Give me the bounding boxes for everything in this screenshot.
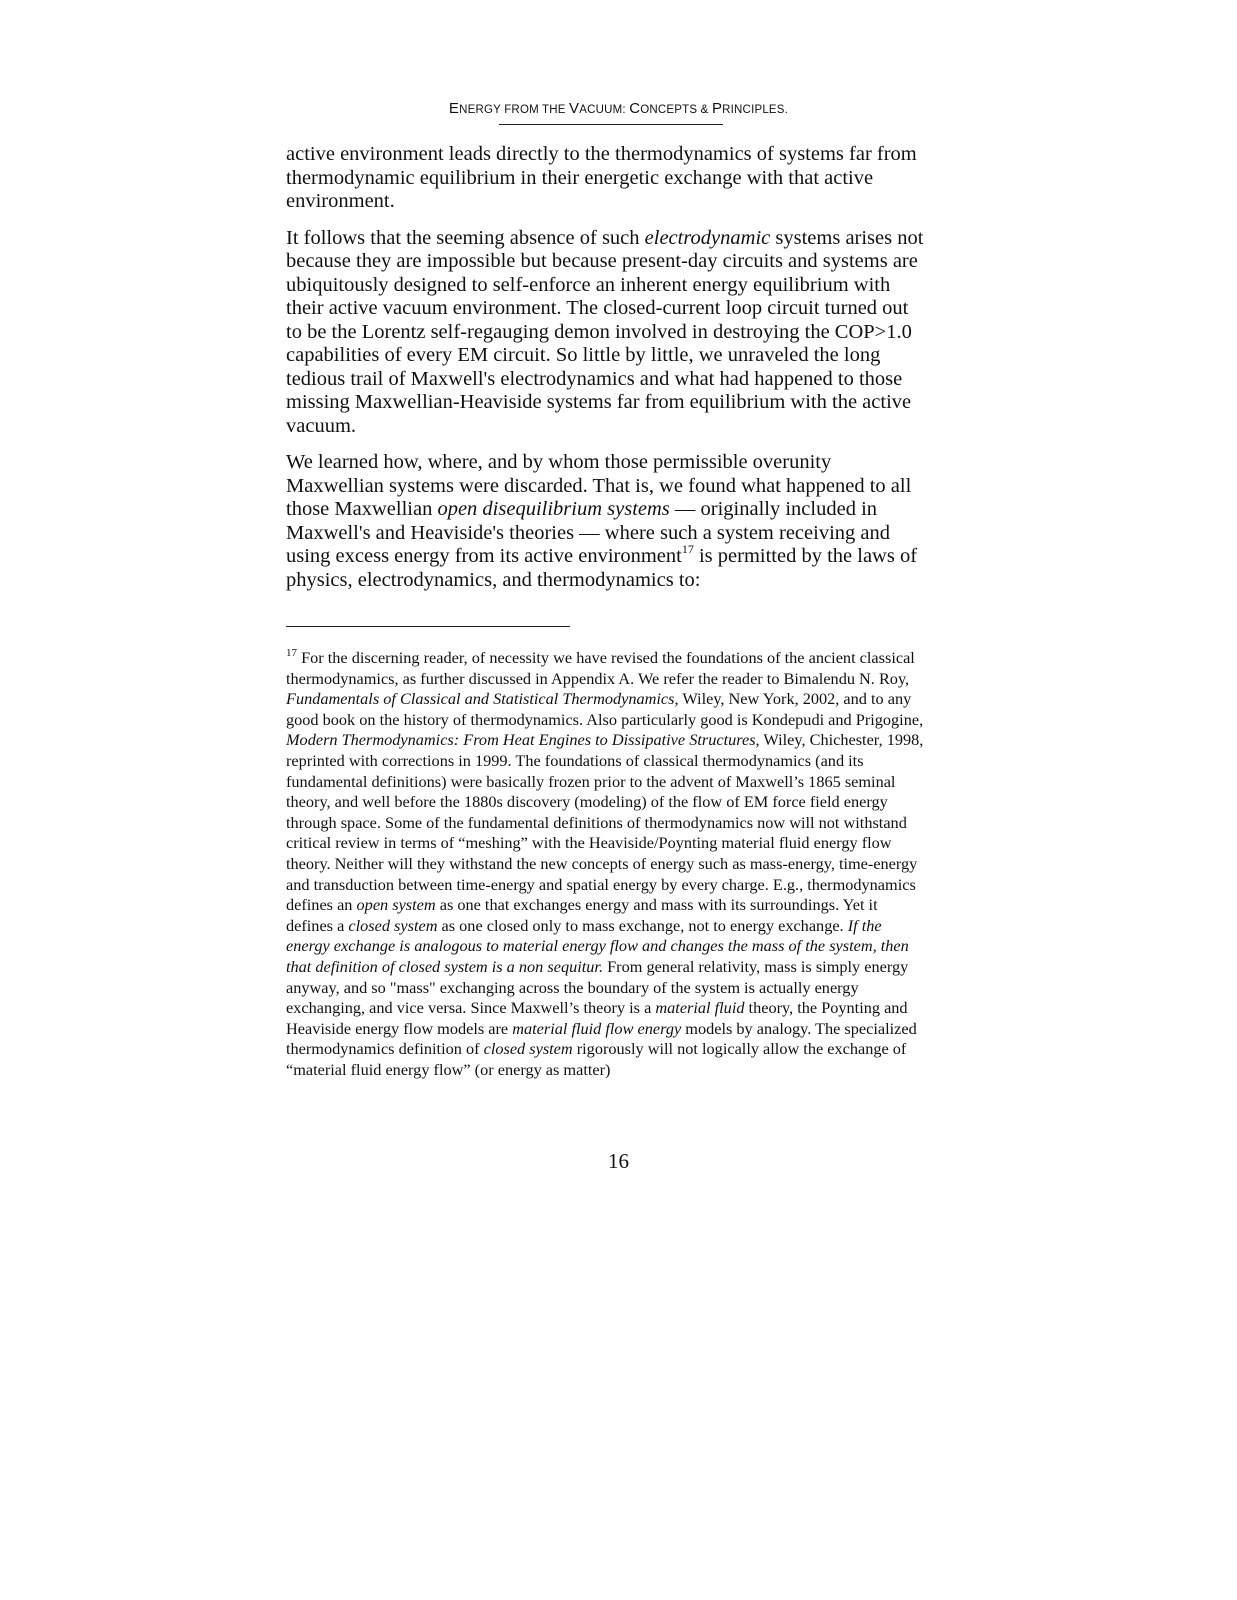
footnote-text: For the discerning reader, of necessity we have revised the foundations of the ancient classical thermodynamics, as further discussed in Appendix A. We refer the reader to Bimalendu N. Roy, [286, 648, 915, 688]
footnote-text: theory, the Poynting and Heaviside energy flow models are [286, 998, 908, 1038]
paragraph-text: active environment leads directly to the thermodynamics of systems far from thermodynamic equilibrium in their energetic exchange with that active environment. [286, 143, 917, 212]
header-text-part: P [711, 100, 723, 117]
body-text [286, 143, 928, 605]
footnote-italic: If the energy exchange is analogous to material energy flow and changes the mass of the system, then that definition of closed system is a non sequitur. [286, 915, 909, 976]
running-header [0, 100, 1237, 117]
footnote-italic: Fundamentals of Classical and Statistical Thermodynamics [286, 689, 675, 709]
footnote-italic: closed system [348, 915, 438, 935]
header-text-part: E [448, 100, 460, 117]
footnote-italic: Modern Thermodynamics: From Heat Engines to Dissipative Structures [286, 730, 756, 750]
footnote-italic: open system [356, 895, 436, 915]
header-text-part: ONCEPTS & [640, 104, 712, 116]
paragraph-text: It follows that the seeming absence of such [286, 226, 645, 249]
footnote-text: as one closed only to mass exchange, not to energy exchange. [437, 915, 848, 935]
header-text-part: V [569, 100, 580, 117]
footnote-italic: material fluid [655, 998, 745, 1018]
footnote-text: rigorously will not logically allow the exchange of “material fluid energy flow” (or energy as matter) [286, 1039, 907, 1079]
header-text-part: NERGY FROM THE [459, 104, 570, 116]
paragraph-text: We learned how, where, and by whom those permissible overunity Maxwellian systems were discarded. That is, we found what happened to all those Maxwellian [286, 451, 912, 520]
header-text-part: C [629, 100, 641, 117]
footnote-text: as one that exchanges energy and mass with its surroundings. Yet it defines a [286, 895, 878, 935]
footnote-text: , Wiley, New York, 2002, and to any good book on the history of thermodynamics. Also particularly good is Kondepudi and Prigogine, [286, 689, 924, 729]
footnote-reference[interactable]: 17 [681, 542, 694, 557]
header-text-part: ACUUM: [579, 104, 630, 116]
header-text-part: RINCIPLES. [722, 104, 789, 116]
page-number: 16 [608, 1149, 629, 1173]
footnote-italic: material fluid flow energy [512, 1018, 682, 1038]
footnote-text: models by analogy. The specialized thermodynamics definition of [286, 1018, 917, 1059]
paragraph-text: systems arises not because they are impossible but because present-day circuits and systems are ubiquitously designed to self-enforce an inherent energy equilibrium with their active vacuum environment. The closed-current loop circuit turned out to be the Lorentz self-regauging demon involved in destroying the COP>1.0 capabilities of every EM circuit. So little by little, we unraveled the long tedious trail of Maxwell's electrodynamics and what had happened to those missing Maxwellian-Heaviside systems far from equilibrium with the active vacuum. [286, 226, 924, 437]
footnote-17 [286, 648, 928, 1080]
paragraph-text: is permitted by the laws of physics, electrodynamics, and thermodynamics to: [286, 545, 918, 591]
footnote-number: 17 [286, 646, 297, 659]
footnote-text: , Wiley, Chichester, 1998, reprinted with corrections in 1999. The foundations of classical thermodynamics (and its fundamental definitions) were basically frozen prior to the advent of Maxwell’s 1865 seminal theory, and well before the 1880s discovery (modeling) of the flow of EM force field energy through space. Some of the fundamental definitions of thermodynamics now will not withstand critical review in terms of “meshing” with the Heaviside/Poynting material fluid energy flow theory. Neither will they withstand the new concepts of energy such as mass-energy, time-energy and transduction between time-energy and spatial energy by every charge. E.g., thermodynamics defines an [286, 730, 924, 915]
paragraph-text: — originally included in Maxwell's and Heaviside's theories — where such a system receiving and using excess energy from its active environment [286, 498, 890, 567]
footnote-separator [286, 626, 570, 627]
footnote-text: From general relativity, mass is simply energy anyway, and so "mass" exchanging across the boundary of the system is actually energy exchanging, and vice versa. Since Maxwell’s theory is a [286, 956, 909, 1018]
header-rule [499, 124, 723, 125]
paragraph-3 [286, 451, 928, 592]
emphasis-text: open disequilibrium systems [437, 498, 670, 520]
emphasis-text: electrodynamic [644, 226, 771, 249]
paragraph-1 [286, 143, 928, 214]
paragraph-2 [286, 227, 928, 439]
footnote-italic: closed system [483, 1039, 573, 1059]
